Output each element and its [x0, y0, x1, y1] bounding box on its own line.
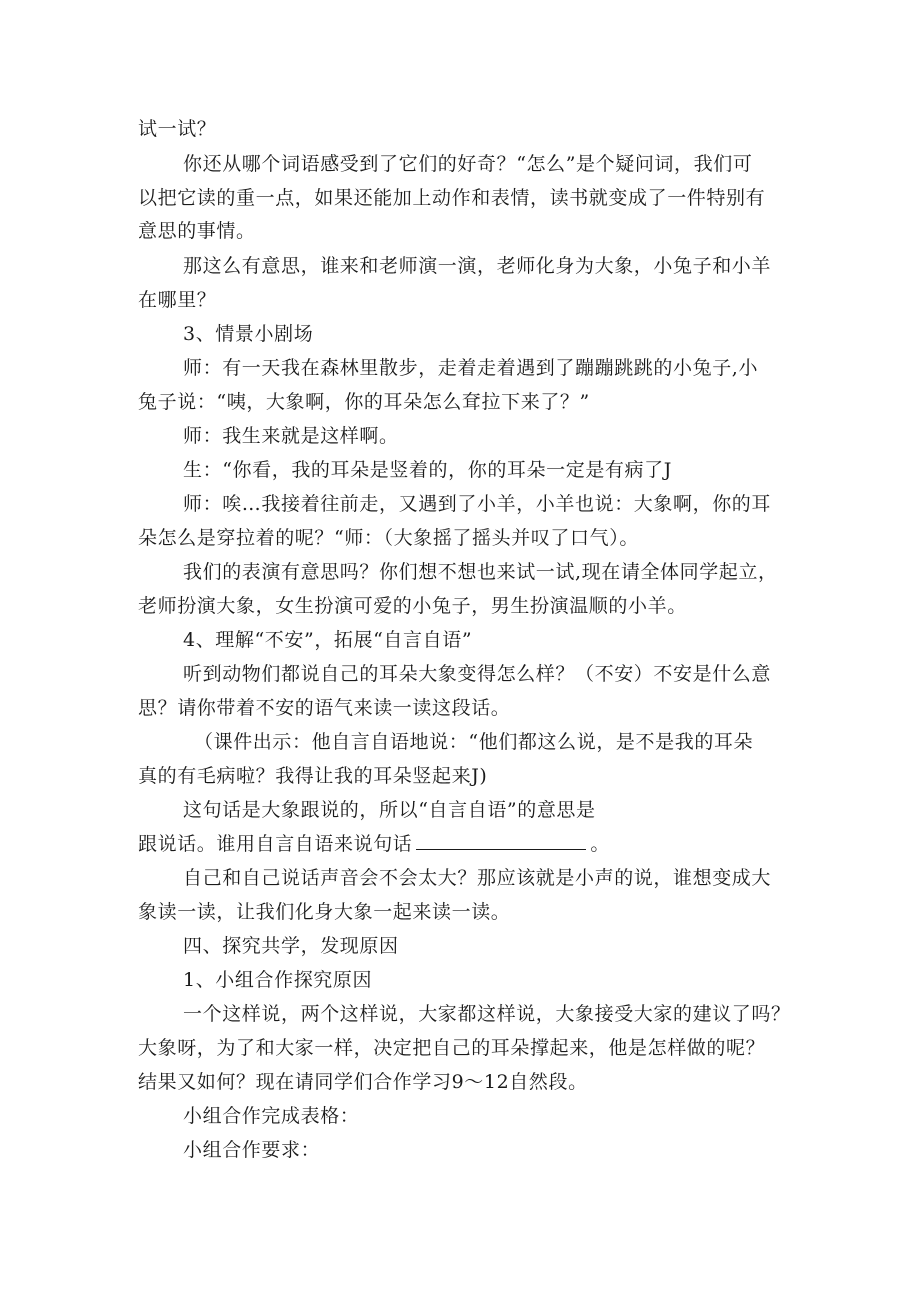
paragraph-line: 师：我生来就是这样啊。 — [183, 425, 399, 447]
paragraph-line: 那这么有意思，谁来和老师演一演，老师化身为大象，小兔子和小羊 — [183, 255, 772, 277]
section-heading: 四、探究共学，发现原因 — [183, 935, 399, 957]
paragraph-line: 我们的表演有意思吗？你们想不想也来试一试,现在请全体同学起立， — [183, 561, 778, 583]
text-line: 思？请你带着不安的语气来读一读这段话。 — [138, 697, 511, 719]
text-line: 以把它读的重一点，如果还能加上动作和表情，读书就变成了一件特别有 — [138, 187, 766, 209]
quote-line: （课件出示：他自言自语地说：“他们都这么说，是不是我的耳朵 — [194, 731, 754, 753]
fill-in-line — [138, 831, 610, 857]
paragraph-line: 小组合作完成表格： — [183, 1105, 360, 1127]
text-line: 试一试？ — [138, 118, 217, 140]
text-line: 意思的事情。 — [138, 220, 256, 242]
paragraph-line: 听到动物们都说自己的耳朵大象变得怎么样？（不安）不安是什么意 — [183, 663, 772, 685]
paragraph-line: 师：唉…我接着往前走，又遇到了小羊，小羊也说：大象啊，你的耳 — [183, 493, 772, 515]
text-line: 朵怎么是穿拉着的呢？“师：（大象摇了摇头并叹了口气）。 — [138, 527, 639, 549]
text-line: 结果又如何？现在请同学们合作学习9～12自然段。 — [138, 1071, 588, 1093]
text-line: 老师扮演大象，女生扮演可爱的小兔子，男生扮演温顺的小羊。 — [138, 595, 687, 617]
fill-in-end: 。 — [590, 833, 611, 855]
paragraph-line: 小组合作要求： — [183, 1139, 321, 1161]
paragraph-line: 你还从哪个词语感受到了它们的好奇？“怎么”是个疑问词，我们可 — [183, 153, 753, 175]
answer-blank — [416, 831, 586, 850]
section-heading: 4、理解“不安”，拓展“自言自语” — [183, 629, 473, 651]
paragraph-line: 这句话是大象跟说的，所以“自言自语”的意思是 — [183, 799, 596, 821]
section-heading: 1、小组合作探究原因 — [183, 969, 373, 991]
paragraph-line: 师：有一天我在森林里散步，走着走着遇到了蹦蹦跳跳的小兔子,小 — [183, 357, 759, 379]
text-line: 在哪里？ — [138, 289, 217, 311]
paragraph-line: 一个这样说，两个这样说，大家都这样说，大象接受大家的建议了吗？ — [183, 1003, 791, 1025]
text-line: 兔子说：“咦，大象啊，你的耳朵怎么耷拉下来了？” — [138, 391, 590, 413]
text-line: 真的有毛病啦？我得让我的耳朵竖起来J) — [138, 765, 488, 787]
text-line: 大象呀，为了和大家一样，决定把自己的耳朵撑起来，他是怎样做的呢？ — [138, 1037, 766, 1059]
paragraph-line: 生：“你看，我的耳朵是竖着的，你的耳朵一定是有病了J — [183, 459, 672, 481]
paragraph-line: 自己和自己说话声音会不会太大？那应该就是小声的说，谁想变成大 — [183, 867, 772, 889]
text-line: 象读一读，让我们化身大象一起来读一读。 — [138, 901, 511, 923]
fill-in-prompt: 跟说话。谁用自言自语来说句话 — [138, 833, 413, 855]
section-heading: 3、情景小剧场 — [183, 323, 314, 345]
